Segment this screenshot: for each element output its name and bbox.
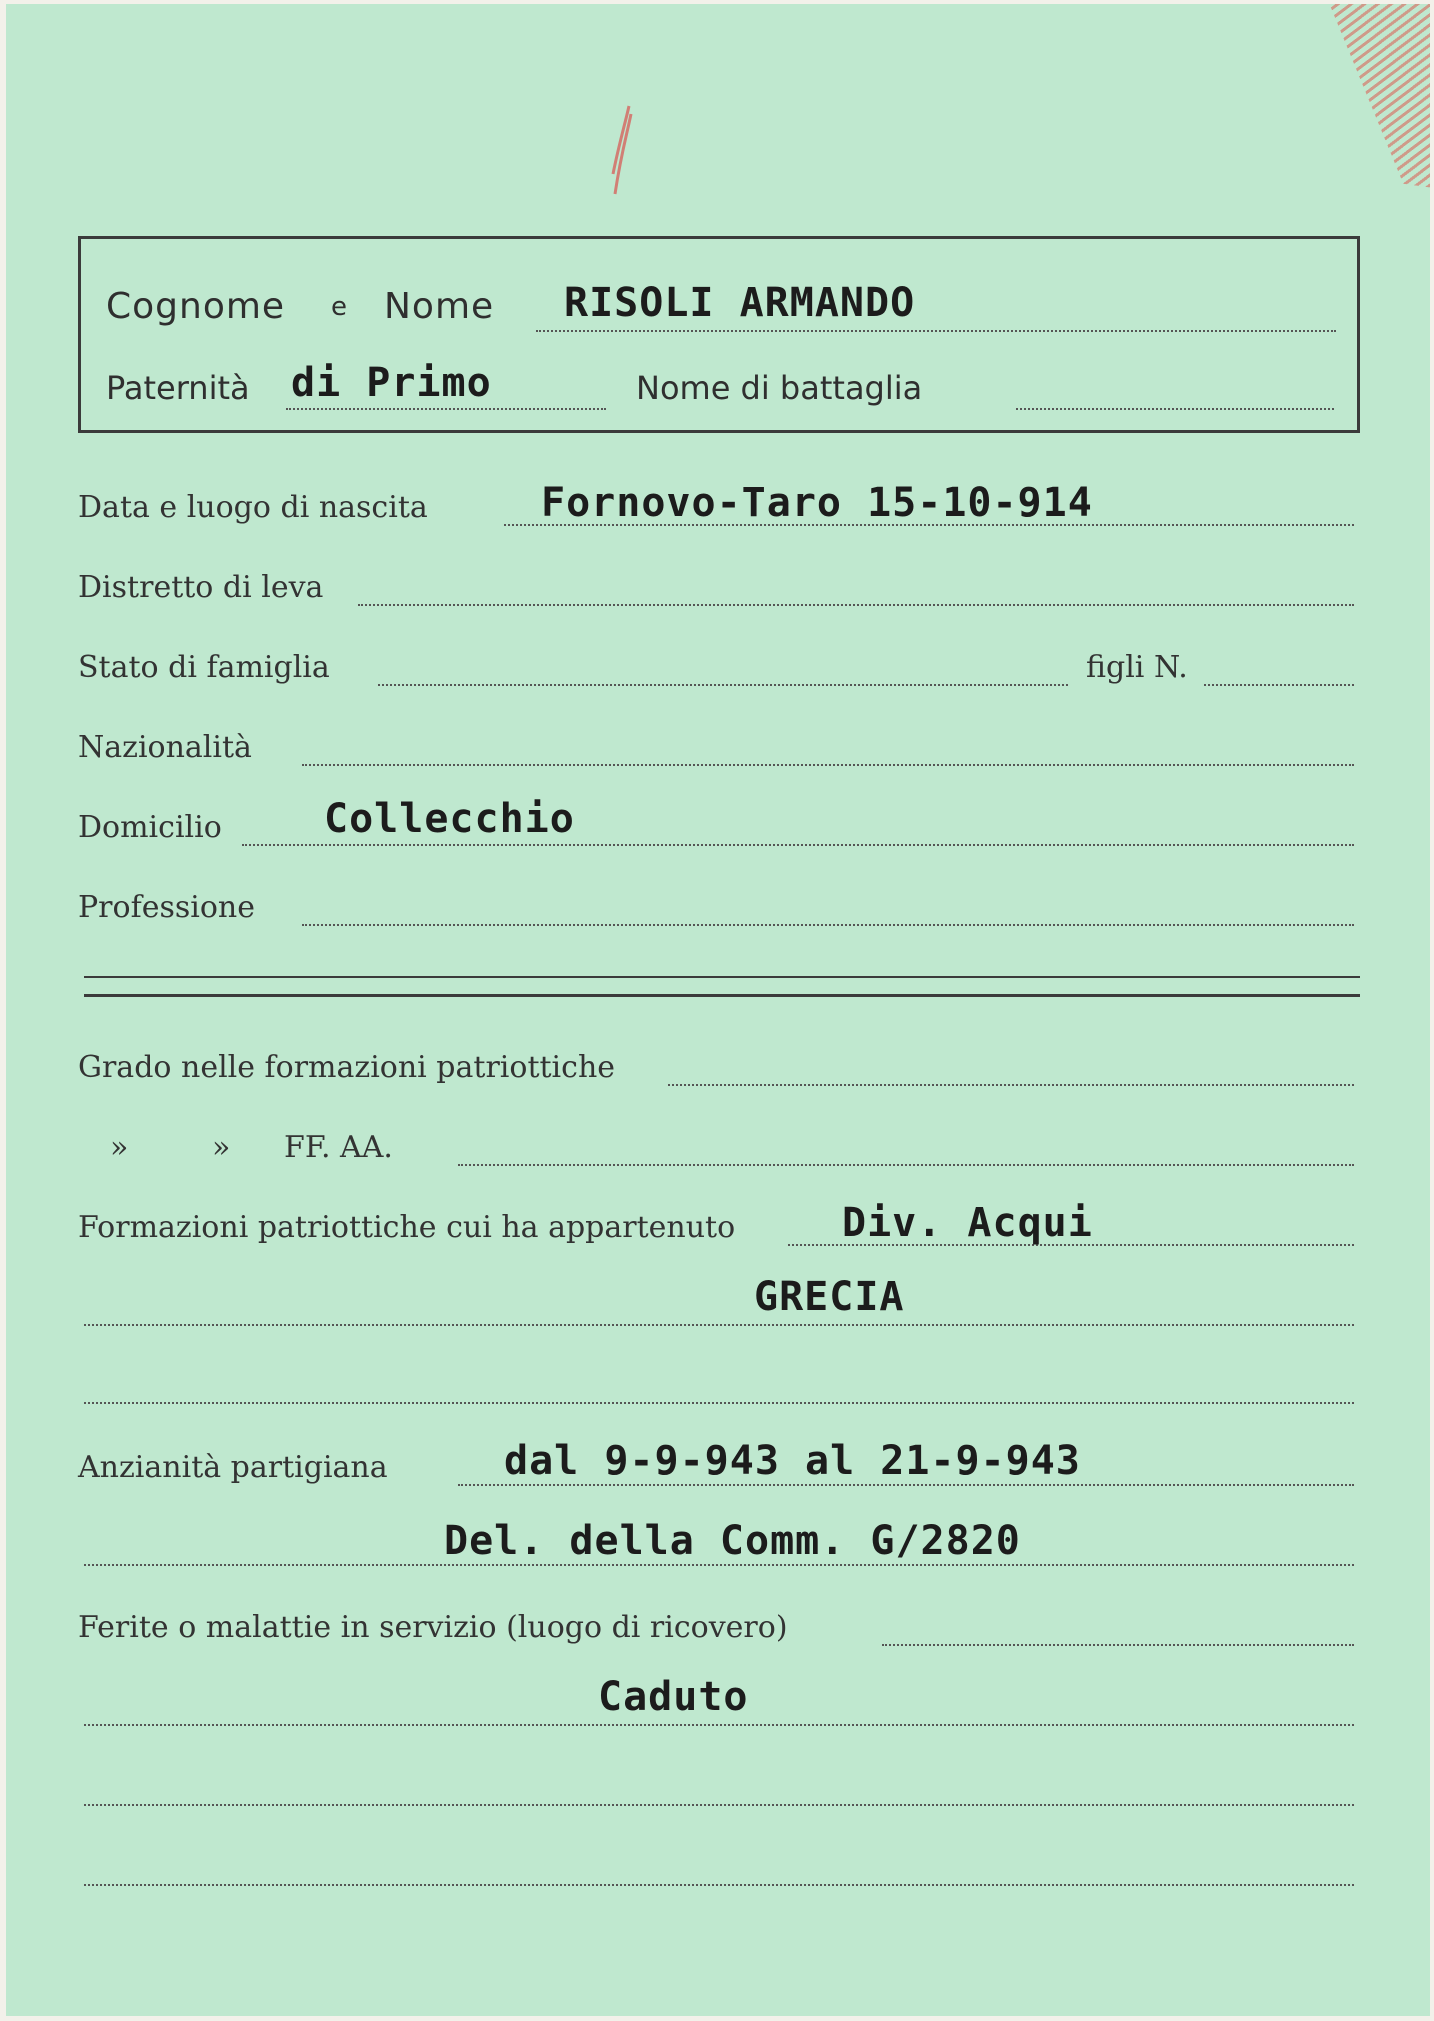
formations-dotted-line-2 xyxy=(84,1324,1354,1326)
separator-rule-1 xyxy=(84,976,1360,978)
birth-value: Fornovo-Taro 15-10-914 xyxy=(541,480,1093,526)
ffaa-quote-1: » xyxy=(110,1130,129,1165)
surname-e-label: e xyxy=(331,292,347,322)
header-bottom-rule xyxy=(78,430,1360,433)
seniority-dotted-line-2 xyxy=(84,1564,1354,1566)
domicile-label: Domicilio xyxy=(78,810,222,845)
pencil-scribble xyxy=(601,104,641,204)
district-dotted-line xyxy=(358,604,1354,606)
children-label: figli N. xyxy=(1086,650,1188,685)
paternity-label: Paternità xyxy=(106,369,250,407)
header-left-rule xyxy=(78,236,81,433)
family-dotted-line xyxy=(378,684,1068,686)
blank-dotted-line-2 xyxy=(84,1804,1354,1806)
wounds-label: Ferite o malattie in servizio (luogo di ricovero) xyxy=(78,1610,788,1645)
profession-dotted-line xyxy=(302,924,1354,926)
nationality-label: Nazionalità xyxy=(78,730,252,765)
seniority-value-2: Del. della Comm. G/2820 xyxy=(444,1518,1021,1564)
surname-label: Cognome xyxy=(106,286,286,327)
name-dotted-line xyxy=(536,330,1336,332)
wounds-dotted-line xyxy=(882,1644,1354,1646)
red-pencil-mark xyxy=(1197,4,1430,191)
birth-label: Data e luogo di nascita xyxy=(78,490,428,525)
ffaa-label: FF. AA. xyxy=(284,1130,393,1165)
seniority-dotted-line xyxy=(458,1484,1354,1486)
battle-name-label: Nome di battaglia xyxy=(636,369,923,407)
formations-value-2: GRECIA xyxy=(754,1274,905,1320)
domicile-dotted-line xyxy=(242,844,1354,846)
children-dotted-line xyxy=(1204,684,1354,686)
separator-rule-2 xyxy=(84,994,1360,997)
paternity-dotted-line xyxy=(286,408,606,410)
profession-label: Professione xyxy=(78,890,255,925)
firstname-label: Nome xyxy=(384,286,495,327)
paternity-value: di Primo xyxy=(291,360,492,406)
domicile-value: Collecchio xyxy=(324,796,575,842)
battle-name-dotted-line xyxy=(1016,408,1334,410)
district-label: Distretto di leva xyxy=(78,570,324,605)
rank-dotted-line xyxy=(668,1084,1354,1086)
family-label: Stato di famiglia xyxy=(78,650,330,685)
ffaa-quote-2: » xyxy=(212,1130,231,1165)
name-value: RISOLI ARMANDO xyxy=(564,280,916,326)
header-top-rule xyxy=(78,236,1360,239)
wounds-value: Caduto xyxy=(598,1674,749,1720)
formations-value: Div. Acqui xyxy=(842,1200,1093,1246)
nationality-dotted-line xyxy=(302,764,1354,766)
wounds-dotted-line-2 xyxy=(84,1724,1354,1726)
blank-dotted-line-1 xyxy=(84,1402,1354,1404)
registration-card xyxy=(6,4,1430,2016)
seniority-value: dal 9-9-943 al 21-9-943 xyxy=(504,1438,1081,1484)
rank-label: Grado nelle formazioni patriottiche xyxy=(78,1050,616,1085)
seniority-label: Anzianità partigiana xyxy=(78,1450,388,1485)
formations-label: Formazioni patriottiche cui ha appartenuto xyxy=(78,1210,736,1245)
ffaa-dotted-line xyxy=(458,1164,1354,1166)
header-right-rule xyxy=(1357,236,1360,433)
blank-dotted-line-3 xyxy=(84,1884,1354,1886)
